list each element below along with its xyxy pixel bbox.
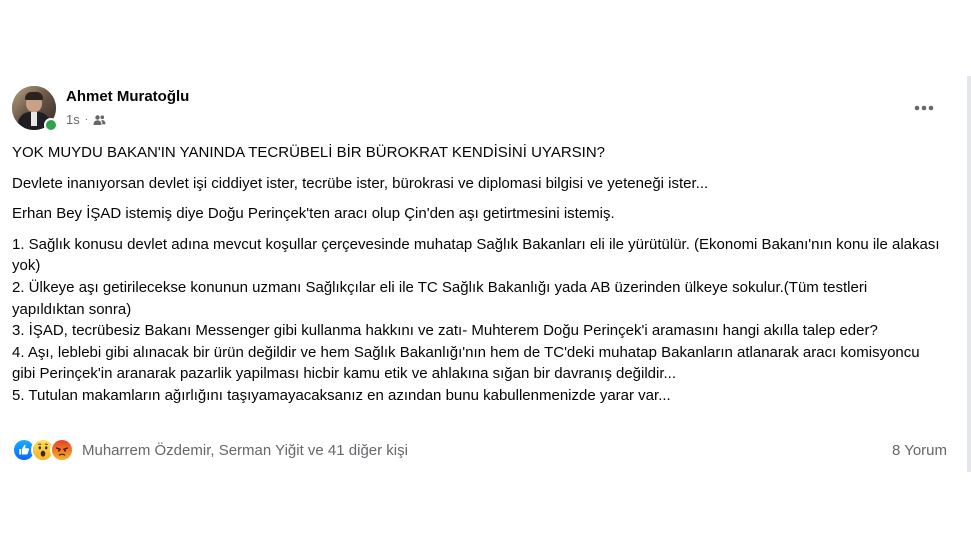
post-meta — [66, 112, 106, 127]
more-horizontal-icon — [914, 105, 934, 111]
list-item: 4. Aşı, leblebi gibi alınacak bir ürün değildir ve hem Sağlık Bakanlığı'nın hem de TC'deki muhatap Bakanların atlanarak aracı komisyoncu gibi Perinçek'in aranarak pazarlik yapilması hicbir kamu etik ve ahlakına sığan bir davranış değildir... — [12, 343, 920, 383]
author-name[interactable]: Ahmet Muratoğlu — [66, 88, 190, 105]
reactors-summary[interactable]: Muharrem Özdemir, Serman Yiğit ve 41 diğer kişi — [82, 441, 408, 459]
list-item: 1. Sağlık konusu devlet adına mevcut koşullar çerçevesinde muhatap Sağlık Bakanları eli ile yürütülür. (Ekonomi Bakanı'nın konu ile alakası yok) — [12, 235, 940, 275]
more-options-button[interactable] — [906, 90, 942, 126]
list-item: 2. Ülkeye aşı getirilecekse konunun uzmanı Sağlıkçılar eli ile TC Sağlık Bakanlığı yada AB üzerinden ülkeye sokulur.(Tüm testleri yapıldıktan sonra) — [12, 278, 868, 318]
friends-icon[interactable] — [93, 114, 106, 126]
meta-separator: · — [84, 114, 89, 125]
post-body — [12, 142, 942, 407]
post-card — [0, 76, 962, 472]
post-list — [12, 234, 942, 407]
post-header — [12, 86, 942, 132]
scrollbar[interactable] — [967, 76, 971, 472]
post-paragraph: Erhan Bey İŞAD istemiş diye Doğu Perinçek'ten aracı olup Çin'den aşı getirtmesini istemiş. — [12, 205, 615, 223]
post-timestamp[interactable]: 1s — [66, 112, 80, 127]
reaction-icons[interactable] — [12, 438, 74, 462]
post-headline: YOK MUYDU BAKAN'IN YANINDA TECRÜBELİ BİR BÜROKRAT KENDİSİNİ UYARSIN? — [12, 144, 605, 161]
angry-icon — [50, 438, 74, 462]
list-item: 3. İŞAD, tecrübesiz Bakanı Messenger gibi kullanma hakkını ve zatı- Muhterem Doğu Perinçek'i aramasını hangi akılla talep eder? — [12, 322, 878, 340]
comments-count[interactable]: 8 Yorum — [891, 441, 947, 459]
list-item: 5. Tutulan makamların ağırlığını taşıyamayacaksanız en azından bunu kabullenmenizde yarar var... — [12, 386, 671, 404]
online-status-dot — [44, 118, 58, 132]
post-paragraph: Devlete inanıyorsan devlet işi ciddiyet ister, tecrübe ister, bürokrasi ve diplomasi bilgisi ve yeteneği ister... — [12, 174, 709, 192]
reactions-bar — [12, 438, 947, 462]
